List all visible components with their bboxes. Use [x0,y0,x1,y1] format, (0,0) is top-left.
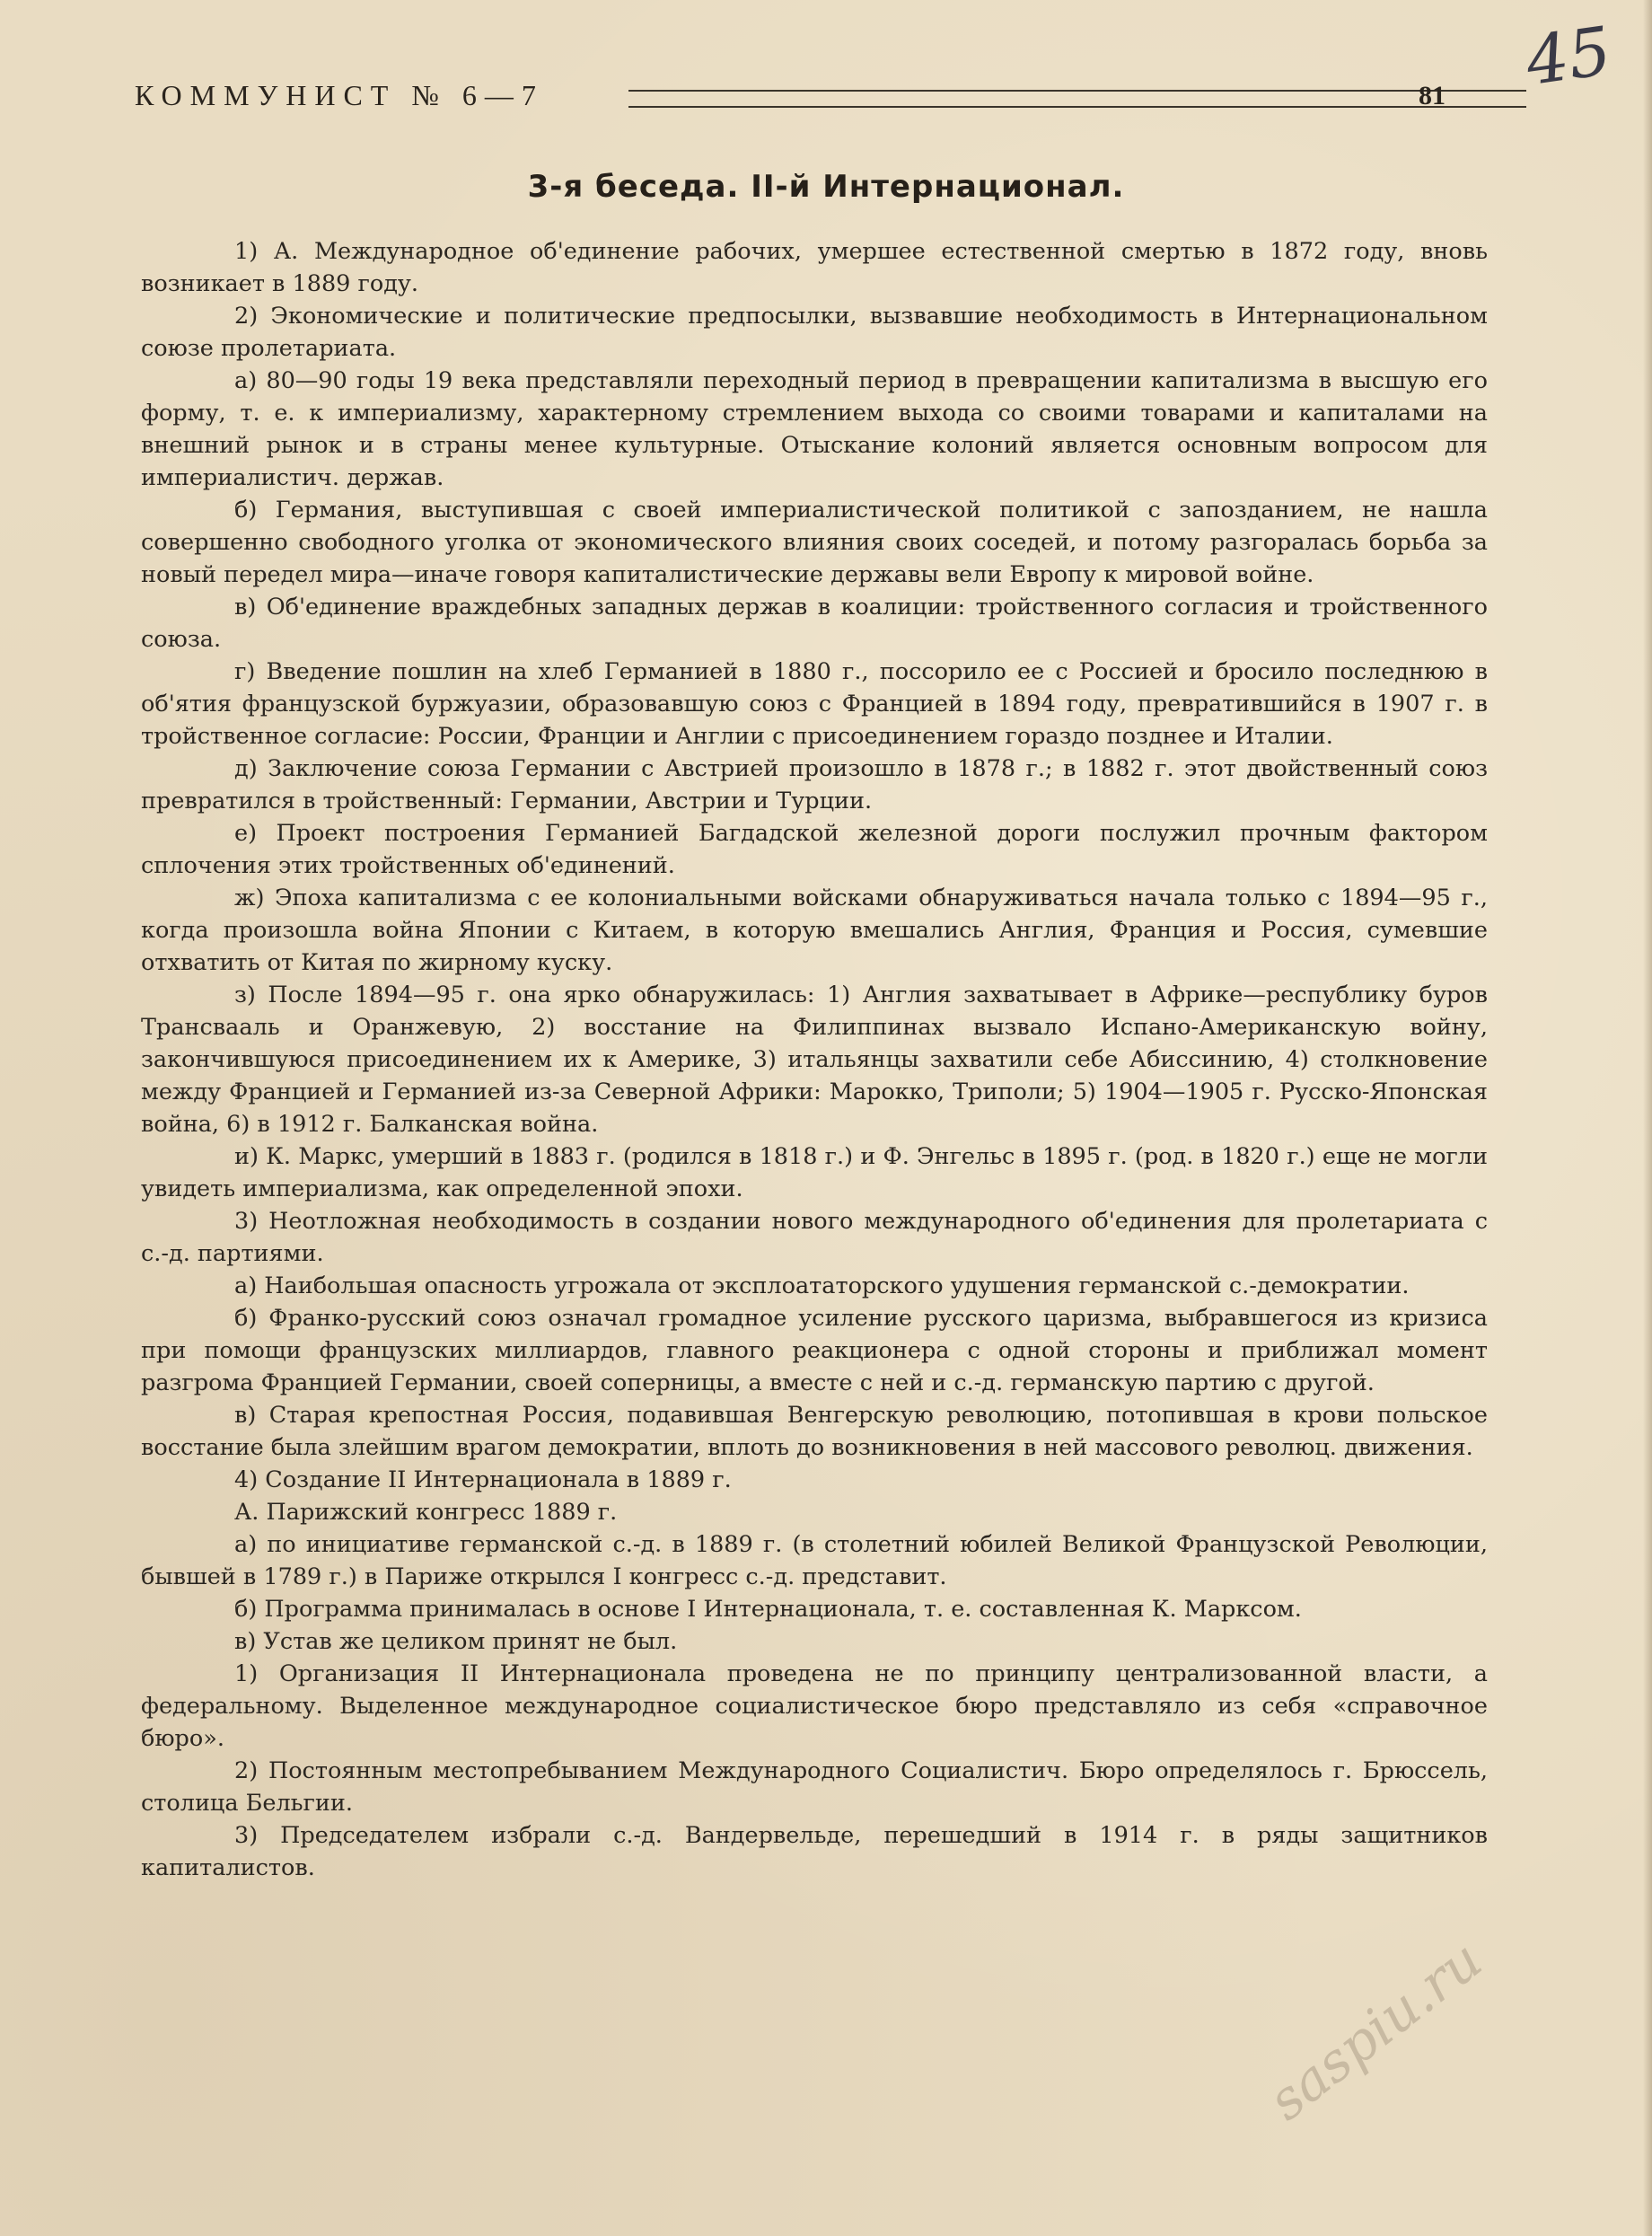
paragraph: в) Устав же целиком принят не был. [234,1628,678,1655]
paragraph: 4) Создание II Интернационала в 1889 г. [234,1466,732,1493]
paragraph: ж) Эпоха капитализма с ее колониальными войсками обнаруживаться начала только с 1894—95 г., когда произошла война Японии с Китаем, в которую вмешались Англия, Франция и Россия, сумевшие отхватить от Китая по жирному куску. [141,885,1488,976]
page-number: 81 [1419,81,1446,110]
paragraph: а) 80—90 годы 19 века представляли переходный период в превращении капитализма в высшую его форму, т. е. к империализму, характерному стремлением выхода со своими товарами и капиталами на внешний рынок и в страны менее культурные. Отыскание колоний является основным вопросом для империалистич. держав. [141,367,1488,491]
paragraph: в) Старая крепостная Россия, подавившая Венгерскую революцию, потопившая в крови польское восстание была злейшим врагом демократии, вплоть до возникновения в ней массового революц. движения. [141,1402,1488,1461]
scan-edge-shadow [1643,0,1652,2236]
running-header [135,79,1446,115]
paragraph: 1) Организация II Интернационала проведена не по принципу централизованной власти, а федеральному. Выделенное международное социалистическое бюро представляло из себя «справочное бюро». [141,1660,1488,1752]
handwritten-folio: 45 [1521,12,1616,101]
paragraph: 3) Неотложная необходимость в создании нового международного об'единения для пролетариата с с.-д. партиями. [141,1208,1488,1267]
paragraph: 2) Экономические и политические предпосылки, вызвавшие необходимость в Интернациональном союзе пролетариата. [141,303,1488,362]
paragraph: 1) А. Международное об'единение рабочих, умершее естественной смертью в 1872 году, вновь возникает в 1889 году. [141,238,1488,297]
paragraph: и) К. Маркс, умерший в 1883 г. (родился в 1818 г.) и Ф. Энгельс в 1895 г. (род. в 1820 г.) еще не могли увидеть империализма, как определенной эпохи. [141,1143,1488,1202]
paragraph: 2) Постоянным местопребыванием Международного Социалистич. Бюро определялось г. Брюссель, столица Бельгии. [141,1757,1488,1817]
paragraph: з) После 1894—95 г. она ярко обнаружилась: 1) Англия захватывает в Африке—республику буров Трансвааль и Оранжевую, 2) восстание на Филиппинах вызвало Испано-Американскую войну, закончившуюся присоединением их к Америке, 3) итальянцы захватили себе Абиссинию, 4) столкновение между Францией и Германией из-за Северной Африки: Марокко, Триполи; 5) 1904—1905 г. Русско-Японская война, 6) в 1912 г. Балканская война. [141,982,1488,1138]
paragraph: а) по инициативе германской с.-д. в 1889 г. (в столетний юбилей Великой Французской Революции, бывшей в 1789 г.) в Париже открылся I конгресс с.-д. представит. [141,1531,1488,1590]
paragraph: б) Германия, выступившая с своей империалистической политикой с запозданием, не нашла совершенно свободного уголка от экономического влияния своих соседей, и потому разгоралась борьба за новый передел мира—иначе говоря капиталистические державы вели Европу к мировой войне. [141,497,1488,588]
watermark: saspiu.ru [1257,1928,1494,2134]
paragraph: А. Парижский конгресс 1889 г. [234,1499,618,1526]
body-text [141,235,1488,1884]
journal-title: КОММУНИСТ № 6—7 [135,79,544,111]
header-rule [628,90,1526,108]
paragraph: б) Программа принималась в основе I Интернационала, т. е. составленная К. Марксом. [234,1596,1302,1623]
paragraph: 3) Председателем избрали с.-д. Вандервельде, перешедший в 1914 г. в ряды защитников капиталистов. [141,1822,1488,1881]
section-title: 3-я беседа. II-й Интернационал. [527,169,1125,205]
paragraph: е) Проект построения Германией Багдадской железной дороги послужил прочным фактором сплочения этих тройственных об'единений. [141,820,1488,879]
paragraph: в) Об'единение враждебных западных держав в коалиции: тройственного согласия и тройственного союза. [141,594,1488,653]
paragraph: б) Франко-русский союз означал громадное усиление русского царизма, выбравшегося из кризиса при помощи французских миллиардов, главного реакционера с одной стороны и приближал момент разгрома Францией Германии, своей соперницы, а вместе с ней и с.-д. германскую партию с другой. [141,1305,1488,1396]
paragraph: д) Заключение союза Германии с Австрией произошло в 1878 г.; в 1882 г. этот двойственный союз превратился в тройственный: Германии, Австрии и Турции. [141,755,1488,814]
paragraph: г) Введение пошлин на хлеб Германией в 1880 г., поссорило ее с Россией и бросило последнюю в об'ятия французской буржуазии, образовавшую союз с Францией в 1894 году, превратившийся в 1907 г. в тройственное согласие: России, Франции и Англии с присоединением гораздо позднее и Италии. [141,658,1488,750]
paragraph: а) Наибольшая опасность угрожала от эксплоататорского удушения германской с.-демократии. [234,1272,1410,1299]
